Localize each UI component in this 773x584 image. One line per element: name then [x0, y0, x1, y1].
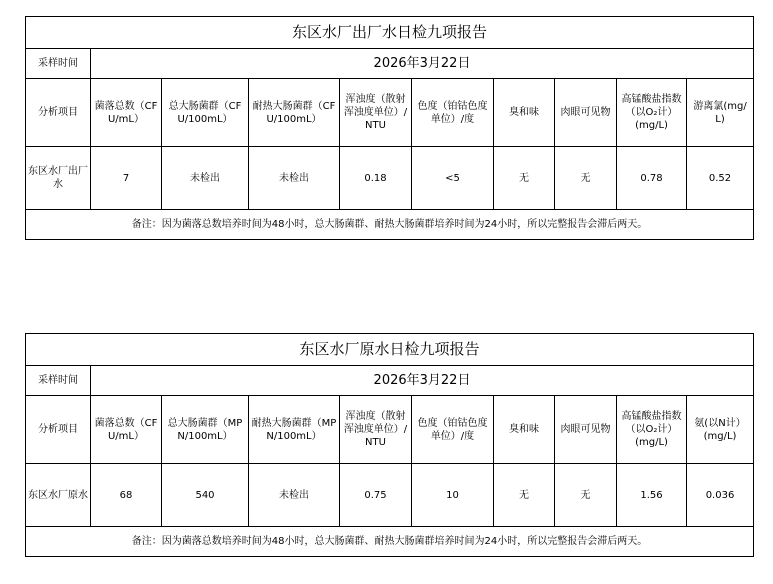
report-title: 东区水厂出厂水日检九项报告	[26, 17, 754, 49]
value-colony-count: 7	[91, 147, 162, 210]
col-header-total-coliform: 总大肠菌群（CFU/100mL）	[162, 79, 249, 147]
report-note: 备注：因为菌落总数培养时间为48小时，总大肠菌群、耐热大肠菌群培养时间为24小时，所以完整报告会滞后两天。	[26, 210, 754, 240]
col-header-colony-count: 菌落总数（CFU/mL）	[91, 79, 162, 147]
value-total-coliform: 540	[162, 464, 249, 527]
sampling-date: 2026年3月22日	[91, 366, 754, 396]
value-colony-count: 68	[91, 464, 162, 527]
value-visible-matter: 无	[555, 464, 617, 527]
col-header-thermotolerant-coliform: 耐热大肠菌群（MPN/100mL）	[249, 396, 340, 464]
col-header-colony-count: 菌落总数（CFU/mL）	[91, 396, 162, 464]
report-title: 东区水厂原水日检九项报告	[26, 334, 754, 366]
value-color: 10	[412, 464, 494, 527]
col-header-turbidity: 浑浊度（散射浑浊度单位）/NTU	[340, 79, 412, 147]
row-label: 东区水厂原水	[26, 464, 91, 527]
col-header-odor-taste: 臭和味	[494, 79, 555, 147]
sampling-label: 采样时间	[26, 49, 91, 79]
value-permanganate-index: 1.56	[617, 464, 687, 527]
value-free-chlorine: 0.52	[687, 147, 754, 210]
value-turbidity: 0.75	[340, 464, 412, 527]
col-header-turbidity: 浑浊度（散射浑浊度单位）/NTU	[340, 396, 412, 464]
analysis-item-label: 分析项目	[26, 396, 91, 464]
col-header-free-chlorine: 游离氯(mg/L)	[687, 79, 754, 147]
report-table-raw-water	[25, 333, 754, 557]
value-ammonia: 0.036	[687, 464, 754, 527]
value-odor-taste: 无	[494, 464, 555, 527]
report-note: 备注：因为菌落总数培养时间为48小时，总大肠菌群、耐热大肠菌群培养时间为24小时，所以完整报告会滞后两天。	[26, 527, 754, 557]
value-permanganate-index: 0.78	[617, 147, 687, 210]
col-header-total-coliform: 总大肠菌群（MPN/100mL）	[162, 396, 249, 464]
col-header-color: 色度（铂钴色度单位）/度	[412, 396, 494, 464]
value-color: <5	[412, 147, 494, 210]
report-table-finished-water	[25, 16, 754, 240]
col-header-permanganate-index: 高锰酸盐指数（以O₂计）(mg/L)	[617, 396, 687, 464]
col-header-visible-matter: 肉眼可见物	[555, 396, 617, 464]
sampling-date: 2026年3月22日	[91, 49, 754, 79]
col-header-color: 色度（铂钴色度单位）/度	[412, 79, 494, 147]
col-header-ammonia: 氨(以N计）(mg/L)	[687, 396, 754, 464]
col-header-visible-matter: 肉眼可见物	[555, 79, 617, 147]
sampling-label: 采样时间	[26, 366, 91, 396]
value-thermotolerant-coliform: 未检出	[249, 147, 340, 210]
value-total-coliform: 未检出	[162, 147, 249, 210]
row-label: 东区水厂出厂水	[26, 147, 91, 210]
col-header-odor-taste: 臭和味	[494, 396, 555, 464]
analysis-item-label: 分析项目	[26, 79, 91, 147]
value-turbidity: 0.18	[340, 147, 412, 210]
value-odor-taste: 无	[494, 147, 555, 210]
col-header-permanganate-index: 高锰酸盐指数（以O₂计）(mg/L)	[617, 79, 687, 147]
col-header-thermotolerant-coliform: 耐热大肠菌群（CFU/100mL）	[249, 79, 340, 147]
value-visible-matter: 无	[555, 147, 617, 210]
value-thermotolerant-coliform: 未检出	[249, 464, 340, 527]
